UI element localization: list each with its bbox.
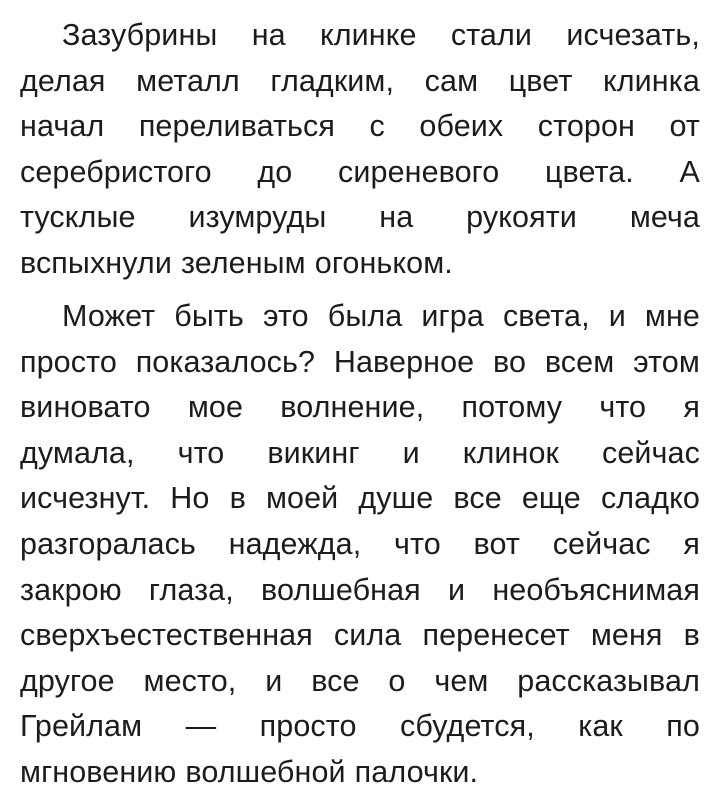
word: в — [229, 481, 246, 516]
word: цвет — [508, 63, 573, 98]
word: как — [578, 709, 623, 744]
word: сам — [424, 63, 479, 98]
word: палочки. — [354, 754, 479, 789]
word: меча — [629, 200, 700, 235]
word: в — [683, 618, 700, 653]
word: душе — [358, 481, 434, 516]
word: что — [177, 435, 225, 470]
word: о — [388, 663, 406, 698]
word: изумруды — [188, 200, 327, 235]
word: тусклые — [20, 200, 136, 235]
word: с — [369, 109, 385, 144]
word: клинке — [319, 18, 417, 52]
word: Грейлам — [20, 709, 143, 744]
word: просто — [20, 344, 117, 379]
word: начал — [20, 109, 105, 144]
word: все — [311, 663, 360, 698]
word: зеленым — [180, 245, 306, 280]
word: металл — [136, 63, 240, 98]
word: Наверное — [333, 344, 475, 379]
word: серебристого — [20, 154, 212, 189]
word: игра — [421, 299, 484, 333]
text-line — [20, 385, 700, 431]
text-line — [20, 431, 700, 477]
word: еще — [521, 481, 581, 516]
word: моей — [265, 481, 339, 516]
word: клинка — [602, 63, 700, 98]
word: сейчас — [601, 435, 700, 470]
word: глаза, — [148, 572, 234, 607]
word: разгоралась — [20, 526, 196, 561]
word: от — [669, 109, 700, 144]
word: показалось? — [135, 344, 316, 379]
word: меня — [590, 618, 663, 653]
word: гладким, — [270, 63, 395, 98]
word: мне — [644, 299, 700, 333]
paragraph-1 — [20, 13, 700, 287]
word: переливаться — [138, 109, 336, 144]
text-line — [20, 613, 700, 659]
word: викинг — [267, 435, 360, 470]
text-line — [20, 659, 700, 705]
word: сладко — [600, 481, 700, 516]
word: по — [666, 709, 700, 744]
word: исчезать, — [566, 18, 700, 52]
text-line — [20, 59, 700, 105]
word: и — [265, 663, 283, 698]
word: была — [327, 299, 403, 333]
text-line — [20, 476, 700, 522]
word: что — [394, 526, 441, 561]
word: и — [402, 435, 420, 470]
text-line — [20, 340, 700, 386]
word: Может — [62, 299, 156, 333]
word: волшебная — [261, 572, 421, 607]
word: я — [683, 526, 700, 561]
word: сила — [333, 618, 402, 653]
word: перенесет — [422, 618, 570, 653]
word: стали — [450, 18, 533, 52]
word: мгновению — [20, 754, 177, 789]
word: виновато — [20, 390, 151, 425]
word: Зазубрины — [62, 18, 218, 52]
word: все — [453, 481, 502, 516]
word: рассказывал — [517, 663, 700, 698]
word: исчезнут. — [20, 481, 151, 516]
word: потому — [461, 390, 563, 425]
word: мое — [187, 390, 244, 425]
text-line — [20, 704, 700, 750]
word: во — [493, 344, 527, 379]
paragraph-2 — [20, 294, 700, 796]
word: всем — [544, 344, 615, 379]
word: этом — [633, 344, 700, 379]
text-line — [20, 104, 700, 150]
text-line — [20, 294, 700, 340]
word: волнение, — [280, 390, 425, 425]
word: сверхъестественная — [20, 618, 313, 653]
word: на — [251, 18, 286, 52]
word: и — [608, 299, 626, 333]
text-line — [20, 195, 700, 241]
word: на — [379, 200, 414, 235]
word: необъяснимая — [492, 572, 700, 607]
word: Но — [170, 481, 210, 516]
word: чем — [434, 663, 489, 698]
word: рукояти — [466, 200, 577, 235]
text-line — [20, 568, 700, 614]
word: — — [185, 709, 217, 744]
word: клинок — [462, 435, 559, 470]
word: сейчас — [552, 526, 651, 561]
word: что — [599, 390, 647, 425]
word: думала, — [20, 435, 135, 470]
word: быть — [174, 299, 244, 333]
text-line — [20, 150, 700, 196]
word: до — [257, 154, 293, 189]
word: надежда, — [228, 526, 362, 561]
word: огоньком. — [314, 245, 453, 280]
word: волшебной — [185, 754, 346, 789]
word: вот — [473, 526, 520, 561]
word: место, — [143, 663, 237, 698]
word: вспыхнули — [20, 245, 172, 280]
word: другое — [20, 663, 115, 698]
word: я — [683, 390, 700, 425]
word: сиреневого — [338, 154, 500, 189]
text-line — [20, 522, 700, 568]
word: сбудется, — [399, 709, 535, 744]
word: делая — [20, 63, 106, 98]
word: это — [262, 299, 309, 333]
text-line — [20, 13, 700, 59]
word: А — [679, 154, 700, 189]
word: света, — [502, 299, 590, 333]
text-line — [20, 750, 700, 796]
text-line — [20, 241, 700, 287]
word: и — [448, 572, 466, 607]
word: цвета. — [544, 154, 634, 189]
word: обеих — [419, 109, 504, 144]
word: закрою — [20, 572, 122, 607]
word: сторон — [537, 109, 635, 144]
word: просто — [259, 709, 357, 744]
